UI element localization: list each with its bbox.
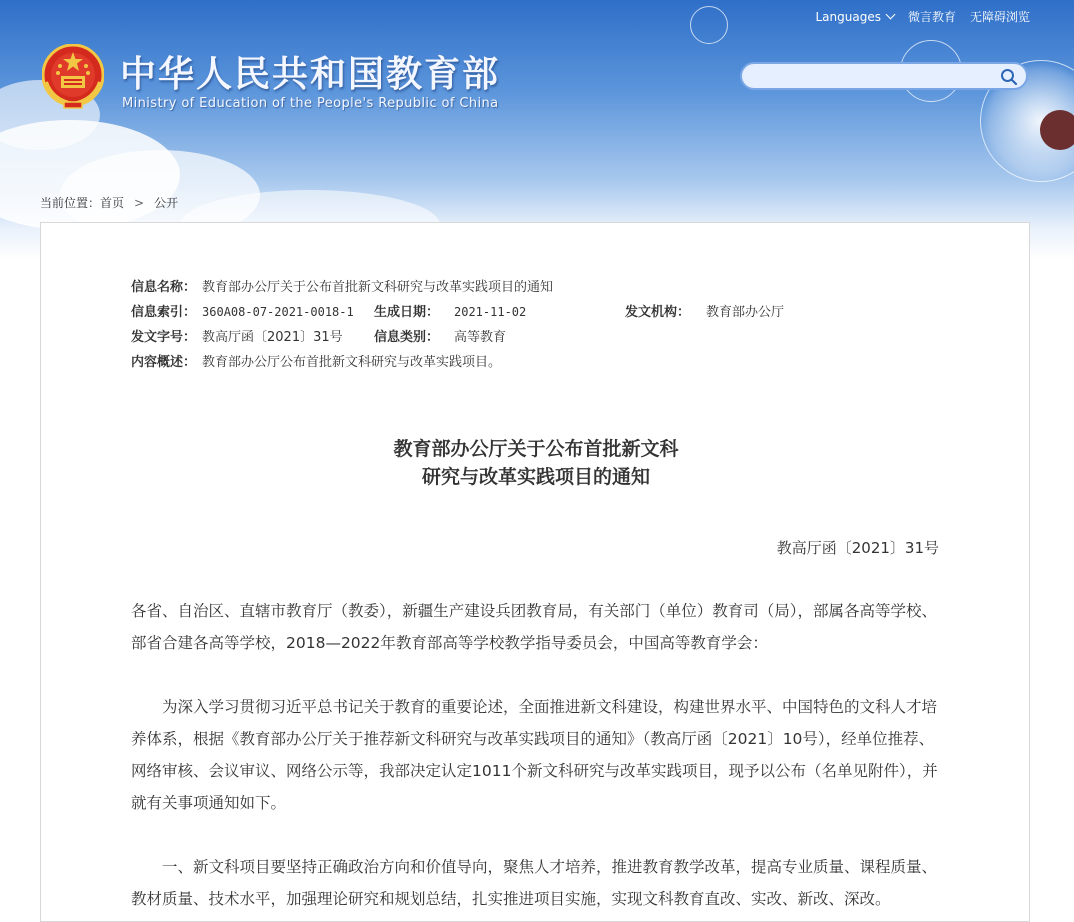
document-title-line2: 研究与改革实践项目的通知: [421, 466, 650, 488]
meta-docno-value: 教高厅函〔2021〕31号: [202, 330, 343, 345]
meta-date-label: 生成日期：: [374, 305, 440, 320]
meta-row-name: [131, 275, 553, 300]
meta-date-value: 2021-11-02: [454, 305, 527, 319]
meta-row-docno: [131, 325, 553, 350]
breadcrumb-separator: >: [134, 196, 145, 210]
document-title-line1: 教育部办公厅关于公布首批新文科: [393, 438, 679, 460]
meta-name-label: 信息名称：: [131, 280, 197, 295]
meta-row-summary: [131, 350, 553, 375]
meta-category-value: 高等教育: [454, 330, 507, 345]
search-input[interactable]: [754, 64, 998, 90]
meta-category-label: 信息类别：: [374, 330, 440, 345]
dandelion-decoration: [1040, 110, 1074, 150]
breadcrumb-prefix: 当前位置：: [40, 196, 101, 210]
languages-label: Languages: [815, 9, 881, 24]
dandelion-decoration: [690, 6, 728, 44]
paragraph-intro: 为深入学习贯彻习近平总书记关于教育的重要论述，全面推进新文科建设，构建世界水平、中国特色的文科人才培养体系，根据《教育部办公厅关于推荐新文科研究与改革实践项目的通知》（教高厅函〔2021〕10号），经单位推荐、网络审核、会议审议、网络公示等，我部决定认定1011个新文科研究与改革实践项目，现予以公布（名单见附件），并就有关事项通知如下。: [131, 698, 938, 812]
breadcrumb: [40, 194, 178, 211]
breadcrumb-current[interactable]: 公开: [154, 196, 179, 210]
article-panel: [40, 222, 1030, 922]
accessible-link[interactable]: 无障碍浏览: [969, 10, 1030, 24]
weiyan-link[interactable]: 微言教育: [907, 10, 956, 24]
meta-summary-label: 内容概述：: [131, 355, 197, 370]
meta-index-label: 信息索引：: [131, 305, 197, 320]
paragraph-addressees: 各省、自治区、直辖市教育厅（教委），新疆生产建设兵团教育局，有关部门（单位）教育司（局），部属各高等学校、部省合建各高等学校，2018—2022年教育部高等学校教学指导委员会，中国高等教育学会：: [131, 602, 938, 652]
paragraph-item-1: 一、新文科项目要坚持正确政治方向和价值导向，聚焦人才培养，推进教育教学改革，提高专业质量、课程质量、教材质量、技术水平，加强理论研究和规划总结，扎实推进项目实施，实现文科教育直改、实改、新改、深改。: [131, 858, 938, 908]
meta-row-index: [131, 300, 785, 325]
meta-name-value: 教育部办公厅关于公布首批新文科研究与改革实践项目的通知: [202, 280, 554, 295]
top-links: [815, 8, 1030, 25]
info-meta-table: [131, 275, 785, 375]
document-number: 教高厅函〔2021〕31号: [776, 539, 939, 557]
national-emblem-icon[interactable]: [42, 44, 104, 110]
ministry-title-cn[interactable]: 中华人民共和国教育部: [120, 54, 501, 95]
meta-index-value: 360A08-07-2021-0018-1: [202, 305, 354, 319]
search-box: [740, 62, 1028, 90]
header-banner: [0, 0, 1074, 260]
meta-docno-label: 发文字号：: [131, 330, 197, 345]
meta-agency-label: 发文机构：: [625, 305, 691, 320]
meta-summary-value: 教育部办公厅公布首批新文科研究与改革实践项目。: [202, 355, 502, 370]
search-icon[interactable]: [1000, 68, 1018, 86]
meta-agency-value: 教育部办公厅: [706, 305, 785, 320]
ministry-title-en: Ministry of Education of the People's Republic of China: [122, 96, 499, 111]
document-title: [41, 435, 1031, 491]
breadcrumb-home[interactable]: 首页: [100, 196, 125, 210]
chevron-down-icon: [886, 9, 896, 19]
languages-menu[interactable]: [815, 10, 893, 24]
